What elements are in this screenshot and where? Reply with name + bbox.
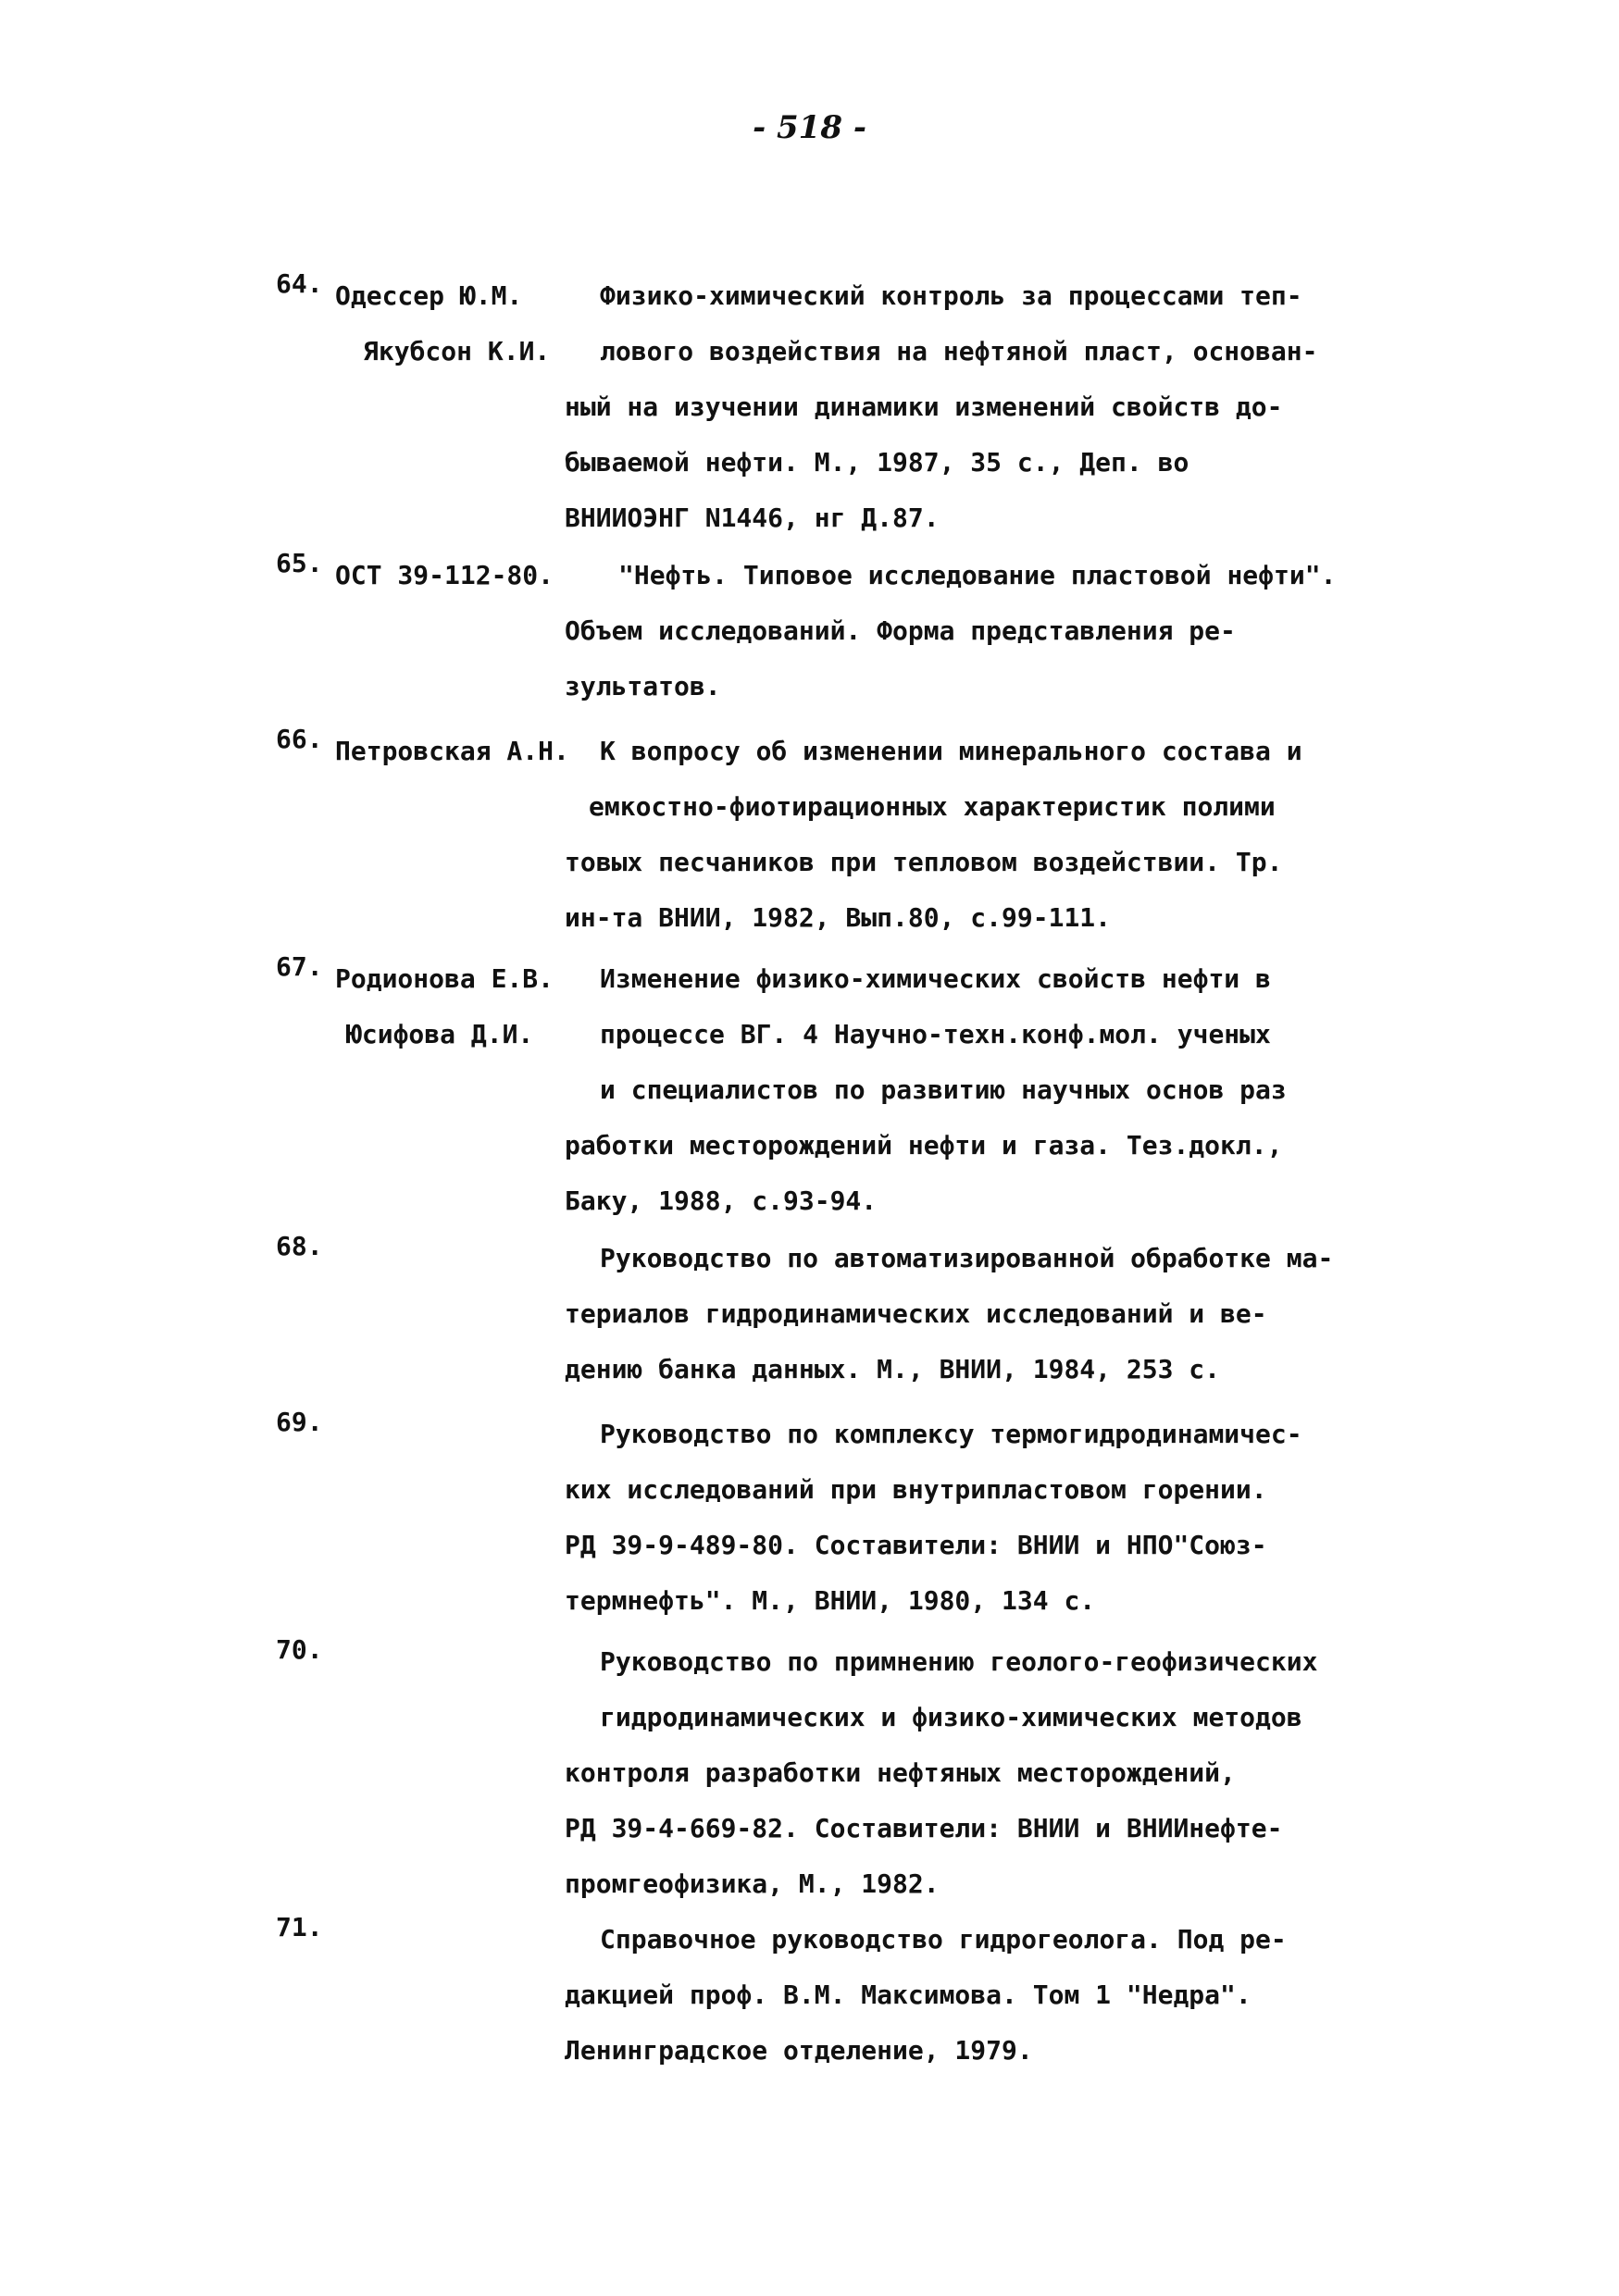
text-line: дакцией проф. В.М. Максимова. Том 1 "Недра".	[565, 1980, 1252, 2010]
text-line: Объем исследований. Форма представления ре-	[565, 615, 1236, 646]
entry-authors	[335, 724, 569, 779]
text-line: товых песчаников при тепловом воздействии. Тр.	[565, 847, 1283, 877]
entry-number: 71.	[276, 1912, 323, 1942]
text-line: РД 39-9-489-80. Составители: ВНИИ и НПО"Союз-	[565, 1530, 1267, 1560]
text-line: Руководство по комплексу термогидродинамичес-	[600, 1419, 1302, 1449]
entry-text	[565, 951, 1377, 1229]
text-line: ный на изучении динамики изменений свойств до-	[565, 391, 1283, 422]
entry-authors	[335, 951, 554, 1062]
entry-number: 68.	[276, 1231, 323, 1261]
entry-number: 64.	[276, 268, 323, 299]
author: Родионова Е.В.	[335, 963, 554, 994]
text-line: К вопросу об изменении минерального состава и	[600, 736, 1302, 766]
author: Якубсон К.И.	[363, 336, 551, 366]
text-line: лового воздействия на нефтяной пласт, основан-	[600, 336, 1318, 366]
entry-authors	[335, 268, 550, 379]
text-line: промгеофизика, М., 1982.	[565, 1868, 940, 1899]
text-line: Изменение физико-химических свойств нефти в	[600, 963, 1271, 994]
entry-text	[565, 1231, 1379, 1397]
entry-text	[565, 724, 1377, 946]
entry-number: 69.	[276, 1407, 323, 1437]
entry-number: 70.	[276, 1634, 323, 1665]
entry-number: 65.	[276, 548, 323, 578]
text-line: и специалистов по развитию научных основ раз	[600, 1074, 1287, 1105]
text-line: Физико-химический контроль за процессами теп-	[600, 280, 1302, 311]
text-line: Баку, 1988, с.93-94.	[565, 1185, 878, 1216]
text-line: РД 39-4-669-82. Составители: ВНИИ и ВНИИнефте-	[565, 1813, 1283, 1843]
text-line: Руководство по автоматизированной обработке ма-	[600, 1243, 1334, 1273]
text-line: термнефть". М., ВНИИ, 1980, 134 с.	[565, 1585, 1096, 1616]
entry-text	[565, 1407, 1379, 1629]
text-line: ких исследований при внутрипластовом горении.	[565, 1474, 1267, 1505]
entry-text	[565, 548, 1433, 714]
author: ОСТ 39-112-80.	[335, 560, 554, 590]
text-line: зультатов.	[565, 671, 721, 701]
entry-text	[565, 1912, 1379, 2079]
text-line: контроля разработки нефтяных месторождений,	[565, 1757, 1236, 1788]
text-line: гидродинамических и физико-химических методов	[600, 1702, 1302, 1732]
text-line: ВНИИОЭНГ N1446, нг Д.87.	[565, 503, 940, 533]
text-line: емкостно-фиотирационных характеристик полими	[589, 791, 1276, 822]
text-line: работки месторождений нефти и газа. Тез.докл.,	[565, 1130, 1283, 1160]
text-line: дению банка данных. М., ВНИИ, 1984, 253 с.	[565, 1354, 1221, 1384]
page-number: - 518 -	[753, 109, 866, 146]
author: Юсифова Д.И.	[346, 1019, 534, 1049]
text-line: бываемой нефти. М., 1987, 35 с., Деп. во	[565, 447, 1189, 478]
text-line: "Нефть. Типовое исследование пластовой нефти".	[618, 560, 1337, 590]
text-line: ин-та ВНИИ, 1982, Вып.80, с.99-111.	[565, 902, 1112, 933]
text-line: Справочное руководство гидрогеолога. Под ре-	[600, 1924, 1287, 1955]
author: Одессер Ю.М.	[335, 280, 523, 311]
author: Петровская А.Н.	[335, 736, 569, 766]
entry-authors	[335, 548, 554, 603]
text-line: Ленинградское отделение, 1979.	[565, 2035, 1033, 2066]
entry-text	[565, 1634, 1379, 1912]
entry-number: 66.	[276, 724, 323, 754]
text-line: Руководство по примнению геолого-геофизических	[600, 1646, 1318, 1677]
entry-text	[565, 268, 1379, 546]
entry-number: 67.	[276, 951, 323, 982]
text-line: процессе ВГ. 4 Научно-техн.конф.мол. ученых	[600, 1019, 1271, 1049]
text-line: териалов гидродинамических исследований и ве-	[565, 1298, 1267, 1329]
